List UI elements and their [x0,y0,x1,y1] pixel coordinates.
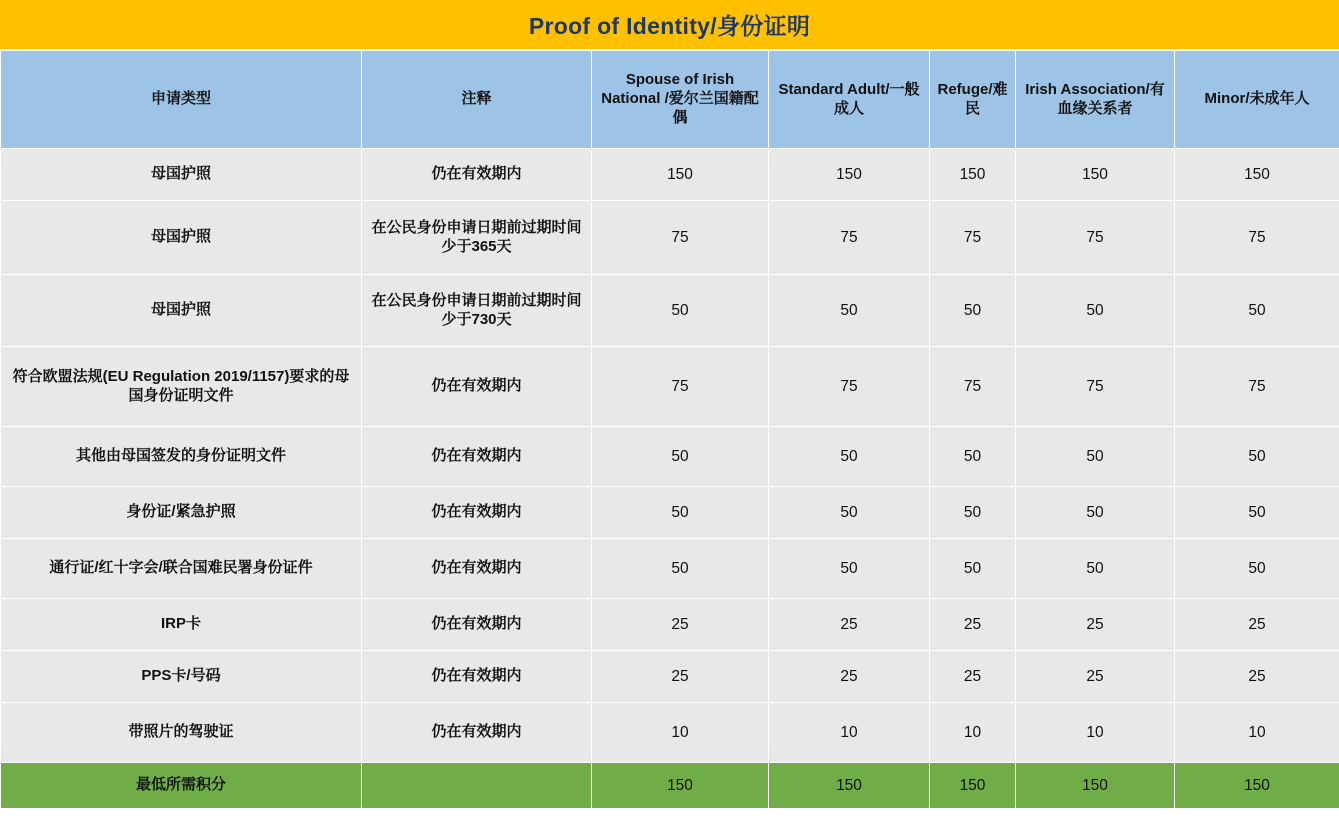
cell-total-spouse-points: 150 [592,763,769,809]
cell-note: 仍在有效期内 [362,539,592,599]
column-header-application-type: 申请类型 [1,51,362,149]
cell-standard-adult-points: 50 [769,275,930,347]
cell-application-type: 带照片的驾驶证 [1,703,362,763]
cell-refuge-points: 50 [930,487,1016,539]
cell-note: 在公民身份申请日期前过期时间少于730天 [362,275,592,347]
cell-standard-adult-points: 10 [769,703,930,763]
cell-irish-association-points: 10 [1016,703,1175,763]
cell-spouse-points: 75 [592,201,769,275]
table-row [1,539,1339,599]
cell-application-type: 身份证/紧急护照 [1,487,362,539]
cell-application-type: 母国护照 [1,201,362,275]
cell-application-type: 其他由母国签发的身份证明文件 [1,427,362,487]
cell-refuge-points: 50 [930,275,1016,347]
cell-spouse-points: 150 [592,149,769,201]
cell-note: 仍在有效期内 [362,651,592,703]
cell-application-type: 母国护照 [1,149,362,201]
cell-note: 仍在有效期内 [362,703,592,763]
cell-minor-points: 25 [1175,599,1339,651]
cell-spouse-points: 10 [592,703,769,763]
cell-note: 仍在有效期内 [362,599,592,651]
cell-irish-association-points: 50 [1016,487,1175,539]
cell-minor-points: 50 [1175,275,1339,347]
cell-spouse-points: 25 [592,651,769,703]
table-header-row [1,51,1339,149]
cell-refuge-points: 50 [930,427,1016,487]
cell-standard-adult-points: 50 [769,487,930,539]
cell-irish-association-points: 50 [1016,275,1175,347]
cell-irish-association-points: 25 [1016,599,1175,651]
cell-spouse-points: 25 [592,599,769,651]
cell-total-standard-adult-points: 150 [769,763,930,809]
column-header-minor: Minor/未成年人 [1175,51,1339,149]
cell-standard-adult-points: 50 [769,427,930,487]
cell-spouse-points: 50 [592,427,769,487]
table-body [1,149,1339,809]
cell-total-refuge-points: 150 [930,763,1016,809]
cell-irish-association-points: 75 [1016,201,1175,275]
cell-standard-adult-points: 75 [769,201,930,275]
points-table [0,50,1339,809]
cell-refuge-points: 150 [930,149,1016,201]
cell-minor-points: 50 [1175,427,1339,487]
cell-total-irish-association-points: 150 [1016,763,1175,809]
table-row [1,201,1339,275]
cell-refuge-points: 25 [930,651,1016,703]
cell-irish-association-points: 150 [1016,149,1175,201]
cell-minor-points: 75 [1175,347,1339,427]
cell-application-type: 母国护照 [1,275,362,347]
cell-standard-adult-points: 25 [769,599,930,651]
column-header-irish-association: Irish Association/有血缘关系者 [1016,51,1175,149]
cell-spouse-points: 50 [592,539,769,599]
column-header-refuge: Refuge/难民 [930,51,1016,149]
cell-standard-adult-points: 50 [769,539,930,599]
column-header-standard-adult: Standard Adult/一般成人 [769,51,930,149]
cell-refuge-points: 75 [930,201,1016,275]
cell-irish-association-points: 50 [1016,427,1175,487]
cell-refuge-points: 25 [930,599,1016,651]
cell-spouse-points: 50 [592,487,769,539]
cell-refuge-points: 75 [930,347,1016,427]
page-title: Proof of Identity/身份证明 [528,13,811,39]
table-row [1,651,1339,703]
cell-spouse-points: 50 [592,275,769,347]
table-row [1,149,1339,201]
cell-standard-adult-points: 25 [769,651,930,703]
cell-minor-points: 50 [1175,487,1339,539]
cell-irish-association-points: 50 [1016,539,1175,599]
table-row [1,347,1339,427]
cell-minor-points: 150 [1175,149,1339,201]
table-row [1,275,1339,347]
cell-total-note [362,763,592,809]
column-header-note: 注释 [362,51,592,149]
cell-minor-points: 50 [1175,539,1339,599]
cell-irish-association-points: 25 [1016,651,1175,703]
table-row [1,599,1339,651]
cell-spouse-points: 75 [592,347,769,427]
cell-refuge-points: 10 [930,703,1016,763]
cell-standard-adult-points: 75 [769,347,930,427]
cell-minor-points: 75 [1175,201,1339,275]
cell-total-label: 最低所需积分 [1,763,362,809]
table-row [1,703,1339,763]
cell-note: 仍在有效期内 [362,347,592,427]
cell-application-type: 符合欧盟法规(EU Regulation 2019/1157)要求的母国身份证明文件 [1,347,362,427]
cell-note: 仍在有效期内 [362,149,592,201]
cell-application-type: 通行证/红十字会/联合国难民署身份证件 [1,539,362,599]
cell-minor-points: 25 [1175,651,1339,703]
table-total-row [1,763,1339,809]
cell-application-type: PPS卡/号码 [1,651,362,703]
cell-total-minor-points: 150 [1175,763,1339,809]
cell-application-type: IRP卡 [1,599,362,651]
column-header-spouse-of-irish-national: Spouse of Irish National /爱尔兰国籍配偶 [592,51,769,149]
cell-refuge-points: 50 [930,539,1016,599]
table-header [1,51,1339,149]
cell-note: 仍在有效期内 [362,487,592,539]
cell-irish-association-points: 75 [1016,347,1175,427]
document-title-bar [0,0,1339,50]
cell-note: 仍在有效期内 [362,427,592,487]
cell-standard-adult-points: 150 [769,149,930,201]
cell-minor-points: 10 [1175,703,1339,763]
table-row [1,427,1339,487]
cell-note: 在公民身份申请日期前过期时间少于365天 [362,201,592,275]
table-row [1,487,1339,539]
